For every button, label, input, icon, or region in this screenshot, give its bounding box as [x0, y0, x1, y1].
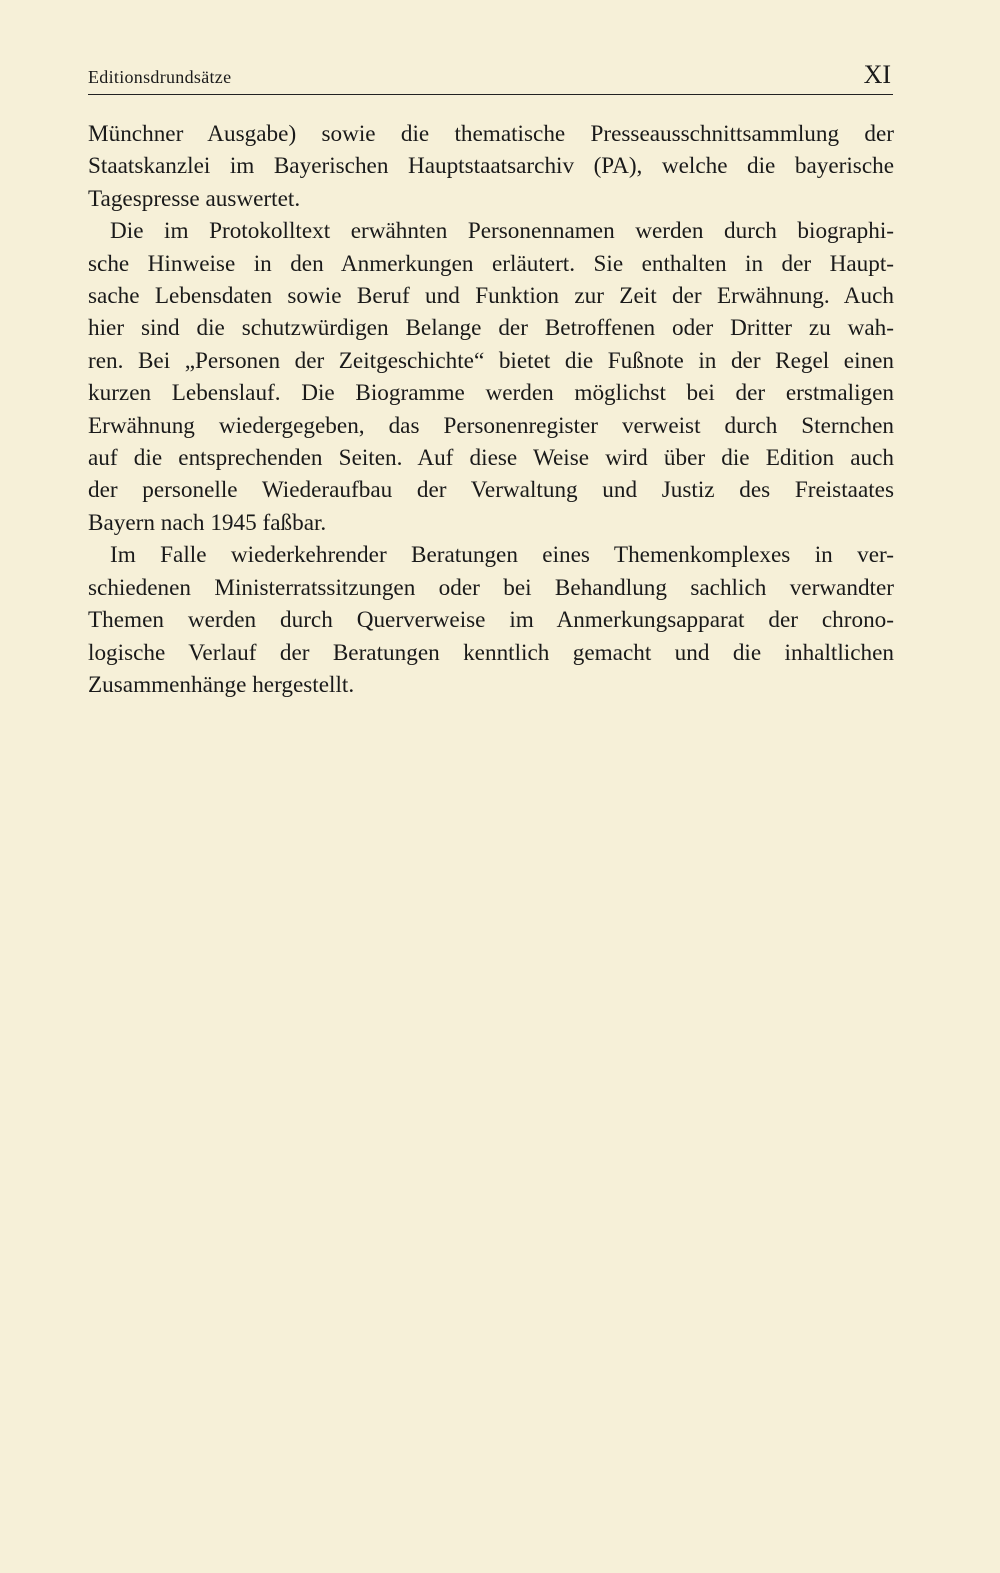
text-line: Im Falle wiederkehrender Beratungen eines Themenkomplexes in ver- — [110, 542, 894, 569]
text-line: Bayern nach 1945 faßbar. — [88, 509, 327, 536]
text-line: sche Hinweise in den Anmerkungen erläutert. Sie enthalten in der Haupt- — [88, 250, 894, 277]
text-line: der personelle Wiederaufbau der Verwaltung und Justiz des Freistaates — [88, 477, 894, 504]
text-line: kurzen Lebenslauf. Die Biogramme werden möglichst bei der erstmaligen — [88, 380, 894, 407]
paragraph — [88, 539, 894, 701]
body-text — [88, 118, 894, 701]
text-line: schiedenen Ministerratssitzungen oder bei Behandlung sachlich verwandter — [88, 574, 894, 601]
running-header-title: Editionsdrundsätze — [88, 67, 232, 87]
page-number: XI — [863, 60, 891, 89]
running-header — [88, 58, 893, 95]
text-line: hier sind die schutzwürdigen Belange der Betroffenen oder Dritter zu wah- — [88, 315, 894, 342]
text-line: Staatskanzlei im Bayerischen Hauptstaatsarchiv (PA), welche die bayerische — [88, 153, 894, 180]
text-line: Themen werden durch Querverweise im Anmerkungsapparat der chrono- — [88, 607, 894, 634]
text-line: Münchner Ausgabe) sowie die thematische Presseausschnittsammlung der — [88, 121, 894, 147]
paragraph — [88, 215, 894, 539]
text-line: Zusammenhänge hergestellt. — [88, 671, 355, 698]
text-line: sache Lebensdaten sowie Beruf und Funktion zur Zeit der Erwähnung. Auch — [88, 283, 894, 310]
paragraph — [88, 118, 894, 215]
text-line: Tagespresse auswertet. — [88, 185, 301, 212]
text-line: Die im Protokolltext erwähnten Personennamen werden durch biographi- — [110, 218, 894, 245]
text-line: logische Verlauf der Beratungen kenntlich gemacht und die inhaltlichen — [88, 639, 894, 666]
text-line: Erwähnung wiedergegeben, das Personenregister verweist durch Sternchen — [88, 412, 894, 439]
text-line: ren. Bei „Personen der Zeitgeschichte“ bietet die Fußnote in der Regel einen — [88, 347, 894, 374]
text-line: auf die entsprechenden Seiten. Auf diese Weise wird über die Edition auch — [88, 445, 894, 472]
